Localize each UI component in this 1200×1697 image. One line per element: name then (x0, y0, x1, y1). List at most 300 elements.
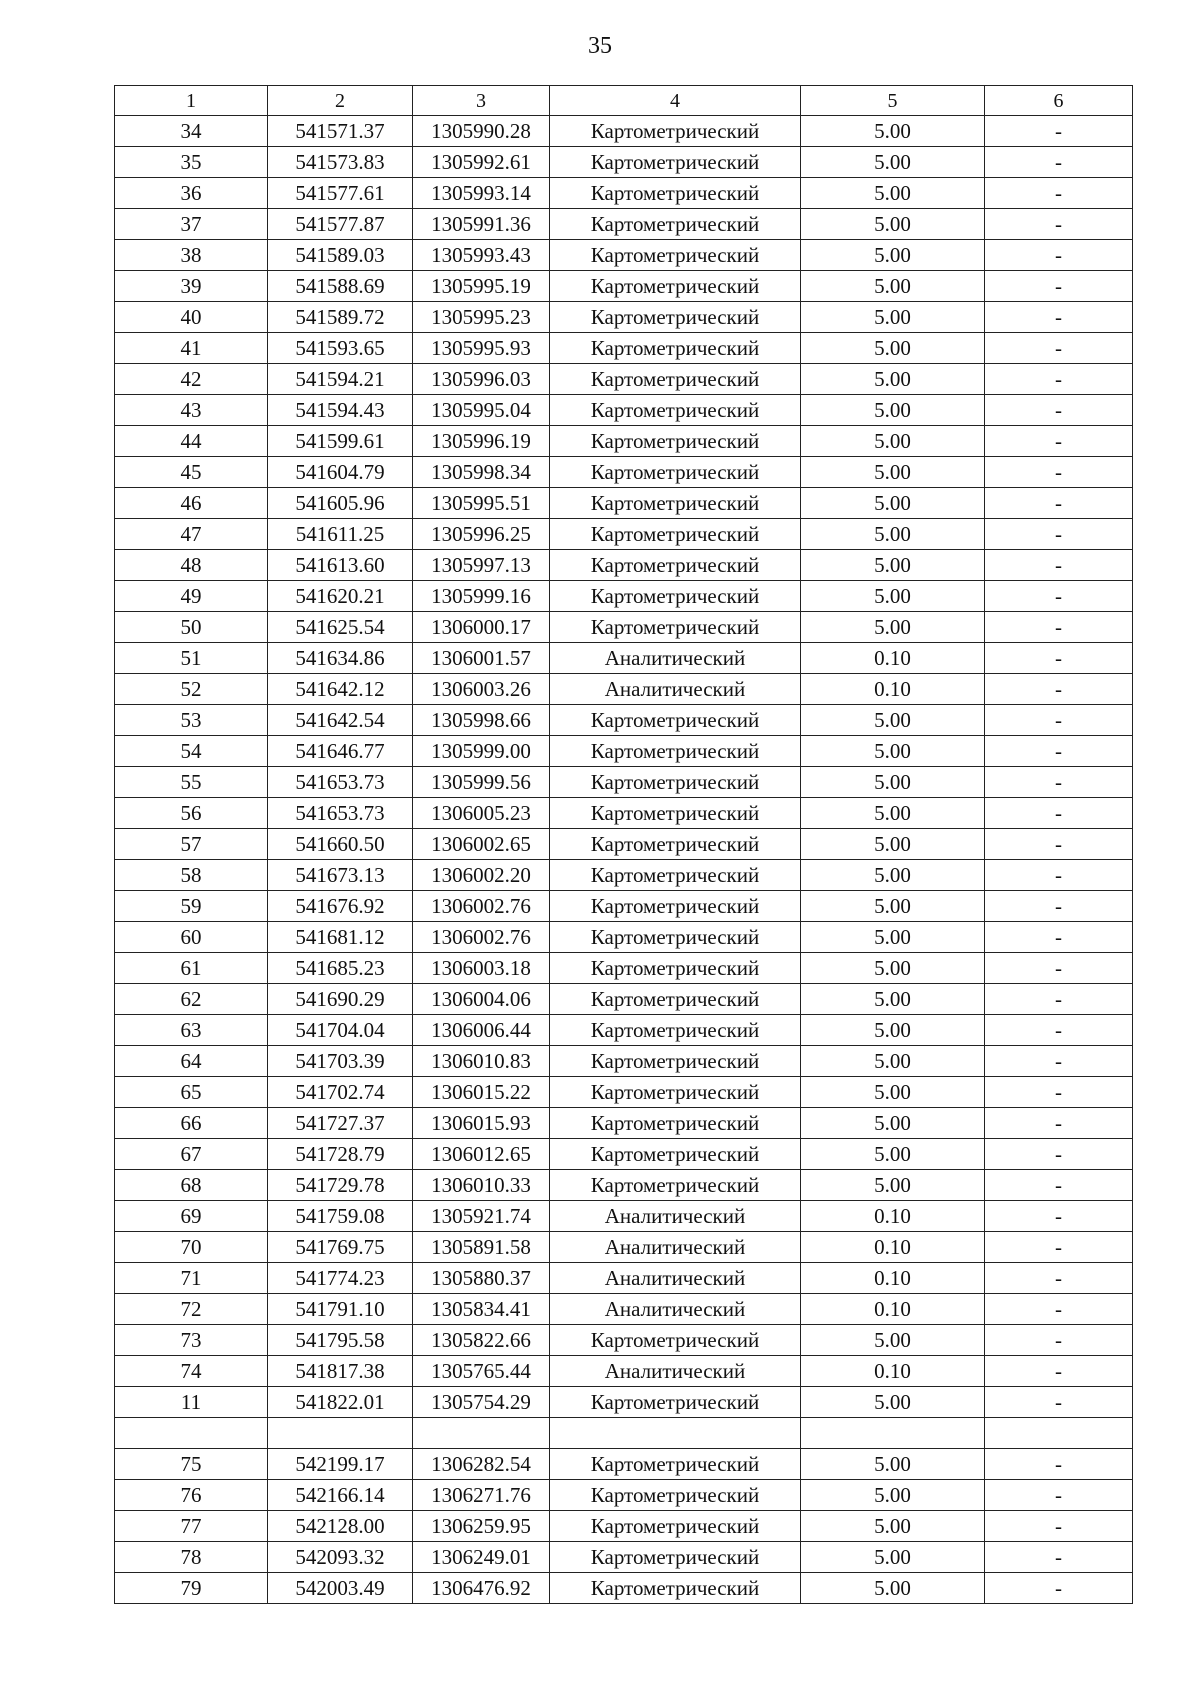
x-coordinate-cell: 541791.10 (268, 1294, 413, 1325)
note-cell: - (985, 178, 1133, 209)
accuracy-cell: 5.00 (801, 1480, 985, 1511)
y-coordinate-cell: 1306476.92 (413, 1573, 550, 1604)
x-coordinate-cell: 541625.54 (268, 612, 413, 643)
accuracy-cell: 5.00 (801, 581, 985, 612)
point-number-cell: 57 (115, 829, 268, 860)
x-coordinate-cell: 541642.12 (268, 674, 413, 705)
table-row (115, 488, 1133, 519)
point-number-cell (115, 1418, 268, 1449)
column-header: 5 (801, 86, 985, 116)
method-cell: Аналитический (550, 1201, 801, 1232)
accuracy-cell: 0.10 (801, 1232, 985, 1263)
accuracy-cell: 5.00 (801, 984, 985, 1015)
x-coordinate-cell: 541577.87 (268, 209, 413, 240)
accuracy-cell: 5.00 (801, 891, 985, 922)
table-row (115, 829, 1133, 860)
x-coordinate-cell: 542166.14 (268, 1480, 413, 1511)
accuracy-cell: 5.00 (801, 271, 985, 302)
y-coordinate-cell: 1305997.13 (413, 550, 550, 581)
point-number-cell: 44 (115, 426, 268, 457)
accuracy-cell: 5.00 (801, 1449, 985, 1480)
y-coordinate-cell (413, 1418, 550, 1449)
y-coordinate-cell: 1305995.93 (413, 333, 550, 364)
y-coordinate-cell: 1305992.61 (413, 147, 550, 178)
method-cell: Картометрический (550, 767, 801, 798)
accuracy-cell: 5.00 (801, 395, 985, 426)
method-cell: Картометрический (550, 612, 801, 643)
method-cell: Картометрический (550, 395, 801, 426)
method-cell: Картометрический (550, 1015, 801, 1046)
accuracy-cell: 5.00 (801, 953, 985, 984)
x-coordinate-cell: 541759.08 (268, 1201, 413, 1232)
point-number-cell: 65 (115, 1077, 268, 1108)
method-cell: Картометрический (550, 1139, 801, 1170)
note-cell: - (985, 333, 1133, 364)
y-coordinate-cell: 1306015.93 (413, 1108, 550, 1139)
accuracy-cell: 0.10 (801, 1263, 985, 1294)
table-row (115, 612, 1133, 643)
method-cell: Картометрический (550, 581, 801, 612)
x-coordinate-cell: 541795.58 (268, 1325, 413, 1356)
method-cell: Картометрический (550, 1573, 801, 1604)
method-cell: Картометрический (550, 457, 801, 488)
table-row (115, 1077, 1133, 1108)
note-cell: - (985, 426, 1133, 457)
method-cell: Картометрический (550, 891, 801, 922)
table-row (115, 1325, 1133, 1356)
point-number-cell: 62 (115, 984, 268, 1015)
x-coordinate-cell: 541604.79 (268, 457, 413, 488)
table-row (115, 550, 1133, 581)
x-coordinate-cell: 541634.86 (268, 643, 413, 674)
table-row (115, 953, 1133, 984)
point-number-cell: 78 (115, 1542, 268, 1573)
method-cell: Картометрический (550, 1108, 801, 1139)
y-coordinate-cell: 1305990.28 (413, 116, 550, 147)
note-cell: - (985, 1201, 1133, 1232)
method-cell: Картометрический (550, 922, 801, 953)
point-number-cell: 46 (115, 488, 268, 519)
accuracy-cell: 5.00 (801, 333, 985, 364)
y-coordinate-cell: 1305991.36 (413, 209, 550, 240)
method-cell: Картометрический (550, 829, 801, 860)
y-coordinate-cell: 1305834.41 (413, 1294, 550, 1325)
point-number-cell: 75 (115, 1449, 268, 1480)
x-coordinate-cell: 541577.61 (268, 178, 413, 209)
x-coordinate-cell: 541676.92 (268, 891, 413, 922)
accuracy-cell: 5.00 (801, 1387, 985, 1418)
x-coordinate-cell: 541690.29 (268, 984, 413, 1015)
x-coordinate-cell: 541594.43 (268, 395, 413, 426)
y-coordinate-cell: 1305765.44 (413, 1356, 550, 1387)
point-number-cell: 43 (115, 395, 268, 426)
note-cell: - (985, 457, 1133, 488)
accuracy-cell: 0.10 (801, 643, 985, 674)
table-row (115, 333, 1133, 364)
note-cell: - (985, 147, 1133, 178)
accuracy-cell: 5.00 (801, 1170, 985, 1201)
note-cell: - (985, 581, 1133, 612)
table-row (115, 1356, 1133, 1387)
point-number-cell: 51 (115, 643, 268, 674)
accuracy-cell: 5.00 (801, 209, 985, 240)
note-cell: - (985, 829, 1133, 860)
note-cell: - (985, 767, 1133, 798)
point-number-cell: 70 (115, 1232, 268, 1263)
point-number-cell: 11 (115, 1387, 268, 1418)
method-cell: Картометрический (550, 519, 801, 550)
point-number-cell: 35 (115, 147, 268, 178)
note-cell: - (985, 1480, 1133, 1511)
table-row (115, 178, 1133, 209)
accuracy-cell: 0.10 (801, 1201, 985, 1232)
y-coordinate-cell: 1306012.65 (413, 1139, 550, 1170)
table-row (115, 1046, 1133, 1077)
table-row (115, 1387, 1133, 1418)
table-row (115, 860, 1133, 891)
point-number-cell: 40 (115, 302, 268, 333)
point-number-cell: 36 (115, 178, 268, 209)
method-cell (550, 1418, 801, 1449)
y-coordinate-cell: 1306249.01 (413, 1542, 550, 1573)
table-row (115, 240, 1133, 271)
note-cell: - (985, 1046, 1133, 1077)
table-row (115, 1108, 1133, 1139)
accuracy-cell: 5.00 (801, 705, 985, 736)
y-coordinate-cell: 1306004.06 (413, 984, 550, 1015)
accuracy-cell: 5.00 (801, 767, 985, 798)
note-cell: - (985, 1356, 1133, 1387)
x-coordinate-cell: 542199.17 (268, 1449, 413, 1480)
table-row (115, 1015, 1133, 1046)
column-header: 4 (550, 86, 801, 116)
x-coordinate-cell: 541727.37 (268, 1108, 413, 1139)
x-coordinate-cell (268, 1418, 413, 1449)
method-cell: Картометрический (550, 333, 801, 364)
method-cell: Картометрический (550, 364, 801, 395)
note-cell: - (985, 984, 1133, 1015)
x-coordinate-cell: 541704.04 (268, 1015, 413, 1046)
y-coordinate-cell: 1306002.76 (413, 922, 550, 953)
y-coordinate-cell: 1306010.33 (413, 1170, 550, 1201)
note-cell: - (985, 798, 1133, 829)
accuracy-cell: 5.00 (801, 1542, 985, 1573)
table-row (115, 271, 1133, 302)
note-cell: - (985, 1325, 1133, 1356)
accuracy-cell: 5.00 (801, 116, 985, 147)
table-row (115, 1573, 1133, 1604)
accuracy-cell: 5.00 (801, 488, 985, 519)
table-row (115, 1418, 1133, 1449)
y-coordinate-cell: 1305999.00 (413, 736, 550, 767)
table-row (115, 364, 1133, 395)
method-cell: Картометрический (550, 1170, 801, 1201)
point-number-cell: 38 (115, 240, 268, 271)
y-coordinate-cell: 1305996.19 (413, 426, 550, 457)
y-coordinate-cell: 1305999.16 (413, 581, 550, 612)
table-row (115, 798, 1133, 829)
method-cell: Аналитический (550, 1232, 801, 1263)
x-coordinate-cell: 541605.96 (268, 488, 413, 519)
note-cell: - (985, 271, 1133, 302)
table-row (115, 395, 1133, 426)
table-row (115, 767, 1133, 798)
point-number-cell: 76 (115, 1480, 268, 1511)
accuracy-cell: 5.00 (801, 1511, 985, 1542)
x-coordinate-cell: 541593.65 (268, 333, 413, 364)
method-cell: Картометрический (550, 705, 801, 736)
note-cell: - (985, 1542, 1133, 1573)
x-coordinate-cell: 541685.23 (268, 953, 413, 984)
table-row (115, 1263, 1133, 1294)
y-coordinate-cell: 1306002.65 (413, 829, 550, 860)
method-cell: Картометрический (550, 1542, 801, 1573)
point-number-cell: 66 (115, 1108, 268, 1139)
note-cell: - (985, 302, 1133, 333)
y-coordinate-cell: 1306015.22 (413, 1077, 550, 1108)
x-coordinate-cell: 541681.12 (268, 922, 413, 953)
method-cell: Картометрический (550, 798, 801, 829)
y-coordinate-cell: 1305995.19 (413, 271, 550, 302)
point-number-cell: 56 (115, 798, 268, 829)
method-cell: Картометрический (550, 1077, 801, 1108)
point-number-cell: 52 (115, 674, 268, 705)
point-number-cell: 39 (115, 271, 268, 302)
y-coordinate-cell: 1305995.51 (413, 488, 550, 519)
method-cell: Картометрический (550, 240, 801, 271)
method-cell: Картометрический (550, 1449, 801, 1480)
x-coordinate-cell: 541728.79 (268, 1139, 413, 1170)
note-cell: - (985, 736, 1133, 767)
note-cell: - (985, 1015, 1133, 1046)
note-cell: - (985, 1077, 1133, 1108)
table-row (115, 519, 1133, 550)
accuracy-cell: 5.00 (801, 922, 985, 953)
y-coordinate-cell: 1305993.14 (413, 178, 550, 209)
x-coordinate-cell: 541822.01 (268, 1387, 413, 1418)
method-cell: Картометрический (550, 1511, 801, 1542)
accuracy-cell: 5.00 (801, 147, 985, 178)
note-cell: - (985, 1263, 1133, 1294)
x-coordinate-cell: 541599.61 (268, 426, 413, 457)
x-coordinate-cell: 541594.21 (268, 364, 413, 395)
x-coordinate-cell: 541646.77 (268, 736, 413, 767)
table-row (115, 1201, 1133, 1232)
y-coordinate-cell: 1306282.54 (413, 1449, 550, 1480)
table-row (115, 426, 1133, 457)
column-header: 3 (413, 86, 550, 116)
point-number-cell: 59 (115, 891, 268, 922)
point-number-cell: 48 (115, 550, 268, 581)
accuracy-cell: 5.00 (801, 1108, 985, 1139)
y-coordinate-cell: 1306003.18 (413, 953, 550, 984)
x-coordinate-cell: 541613.60 (268, 550, 413, 581)
accuracy-cell: 5.00 (801, 736, 985, 767)
table-row (115, 922, 1133, 953)
table-row (115, 209, 1133, 240)
y-coordinate-cell: 1306006.44 (413, 1015, 550, 1046)
y-coordinate-cell: 1305880.37 (413, 1263, 550, 1294)
note-cell: - (985, 674, 1133, 705)
point-number-cell: 69 (115, 1201, 268, 1232)
x-coordinate-cell: 541653.73 (268, 798, 413, 829)
note-cell: - (985, 1108, 1133, 1139)
table-row (115, 581, 1133, 612)
method-cell: Картометрический (550, 209, 801, 240)
y-coordinate-cell: 1305998.34 (413, 457, 550, 488)
y-coordinate-cell: 1305891.58 (413, 1232, 550, 1263)
accuracy-cell (801, 1418, 985, 1449)
table-row (115, 1170, 1133, 1201)
y-coordinate-cell: 1306002.76 (413, 891, 550, 922)
x-coordinate-cell: 541589.03 (268, 240, 413, 271)
note-cell: - (985, 488, 1133, 519)
accuracy-cell: 5.00 (801, 1139, 985, 1170)
x-coordinate-cell: 541729.78 (268, 1170, 413, 1201)
point-number-cell: 34 (115, 116, 268, 147)
accuracy-cell: 0.10 (801, 1294, 985, 1325)
column-header: 2 (268, 86, 413, 116)
method-cell: Картометрический (550, 550, 801, 581)
point-number-cell: 71 (115, 1263, 268, 1294)
x-coordinate-cell: 541571.37 (268, 116, 413, 147)
note-cell (985, 1418, 1133, 1449)
note-cell: - (985, 1511, 1133, 1542)
x-coordinate-cell: 541573.83 (268, 147, 413, 178)
table-row (115, 1542, 1133, 1573)
note-cell: - (985, 953, 1133, 984)
y-coordinate-cell: 1305996.03 (413, 364, 550, 395)
method-cell: Картометрический (550, 116, 801, 147)
point-number-cell: 54 (115, 736, 268, 767)
accuracy-cell: 5.00 (801, 1325, 985, 1356)
table-row (115, 116, 1133, 147)
method-cell: Картометрический (550, 1480, 801, 1511)
y-coordinate-cell: 1305993.43 (413, 240, 550, 271)
accuracy-cell: 5.00 (801, 860, 985, 891)
point-number-cell: 58 (115, 860, 268, 891)
x-coordinate-cell: 541642.54 (268, 705, 413, 736)
y-coordinate-cell: 1305998.66 (413, 705, 550, 736)
table-row (115, 302, 1133, 333)
x-coordinate-cell: 541589.72 (268, 302, 413, 333)
note-cell: - (985, 519, 1133, 550)
column-header: 1 (115, 86, 268, 116)
method-cell: Картометрический (550, 271, 801, 302)
y-coordinate-cell: 1305754.29 (413, 1387, 550, 1418)
method-cell: Картометрический (550, 178, 801, 209)
point-number-cell: 47 (115, 519, 268, 550)
note-cell: - (985, 550, 1133, 581)
y-coordinate-cell: 1306001.57 (413, 643, 550, 674)
x-coordinate-cell: 541702.74 (268, 1077, 413, 1108)
accuracy-cell: 5.00 (801, 612, 985, 643)
method-cell: Аналитический (550, 674, 801, 705)
note-cell: - (985, 240, 1133, 271)
y-coordinate-cell: 1306259.95 (413, 1511, 550, 1542)
note-cell: - (985, 612, 1133, 643)
y-coordinate-cell: 1305822.66 (413, 1325, 550, 1356)
note-cell: - (985, 116, 1133, 147)
point-number-cell: 68 (115, 1170, 268, 1201)
note-cell: - (985, 395, 1133, 426)
method-cell: Аналитический (550, 1294, 801, 1325)
method-cell: Картометрический (550, 488, 801, 519)
table-row (115, 643, 1133, 674)
point-number-cell: 60 (115, 922, 268, 953)
table-row (115, 457, 1133, 488)
accuracy-cell: 5.00 (801, 1573, 985, 1604)
accuracy-cell: 5.00 (801, 364, 985, 395)
accuracy-cell: 0.10 (801, 674, 985, 705)
table-row (115, 891, 1133, 922)
y-coordinate-cell: 1306010.83 (413, 1046, 550, 1077)
note-cell: - (985, 1449, 1133, 1480)
x-coordinate-cell: 541620.21 (268, 581, 413, 612)
note-cell: - (985, 364, 1133, 395)
y-coordinate-cell: 1306005.23 (413, 798, 550, 829)
point-number-cell: 42 (115, 364, 268, 395)
table-row (115, 1232, 1133, 1263)
page-number: 35 (588, 33, 612, 59)
point-number-cell: 79 (115, 1573, 268, 1604)
method-cell: Картометрический (550, 736, 801, 767)
method-cell: Аналитический (550, 1356, 801, 1387)
accuracy-cell: 5.00 (801, 1046, 985, 1077)
accuracy-cell: 5.00 (801, 519, 985, 550)
note-cell: - (985, 209, 1133, 240)
table-header-row (115, 86, 1133, 116)
table-row (115, 1511, 1133, 1542)
table-row (115, 1294, 1133, 1325)
note-cell: - (985, 860, 1133, 891)
note-cell: - (985, 1232, 1133, 1263)
y-coordinate-cell: 1305999.56 (413, 767, 550, 798)
table-row (115, 736, 1133, 767)
x-coordinate-cell: 541817.38 (268, 1356, 413, 1387)
note-cell: - (985, 1170, 1133, 1201)
y-coordinate-cell: 1306271.76 (413, 1480, 550, 1511)
accuracy-cell: 5.00 (801, 829, 985, 860)
accuracy-cell: 5.00 (801, 550, 985, 581)
method-cell: Картометрический (550, 302, 801, 333)
x-coordinate-cell: 541673.13 (268, 860, 413, 891)
accuracy-cell: 0.10 (801, 1356, 985, 1387)
coordinates-table (114, 85, 1133, 1604)
table-row (115, 147, 1133, 178)
y-coordinate-cell: 1305921.74 (413, 1201, 550, 1232)
x-coordinate-cell: 542128.00 (268, 1511, 413, 1542)
y-coordinate-cell: 1305996.25 (413, 519, 550, 550)
method-cell: Картометрический (550, 1387, 801, 1418)
point-number-cell: 53 (115, 705, 268, 736)
accuracy-cell: 5.00 (801, 178, 985, 209)
table-row (115, 1480, 1133, 1511)
method-cell: Аналитический (550, 1263, 801, 1294)
accuracy-cell: 5.00 (801, 457, 985, 488)
point-number-cell: 74 (115, 1356, 268, 1387)
point-number-cell: 77 (115, 1511, 268, 1542)
table-row (115, 674, 1133, 705)
y-coordinate-cell: 1306003.26 (413, 674, 550, 705)
table-row (115, 984, 1133, 1015)
x-coordinate-cell: 541769.75 (268, 1232, 413, 1263)
x-coordinate-cell: 541660.50 (268, 829, 413, 860)
note-cell: - (985, 1139, 1133, 1170)
table-row (115, 1449, 1133, 1480)
point-number-cell: 45 (115, 457, 268, 488)
method-cell: Картометрический (550, 147, 801, 178)
